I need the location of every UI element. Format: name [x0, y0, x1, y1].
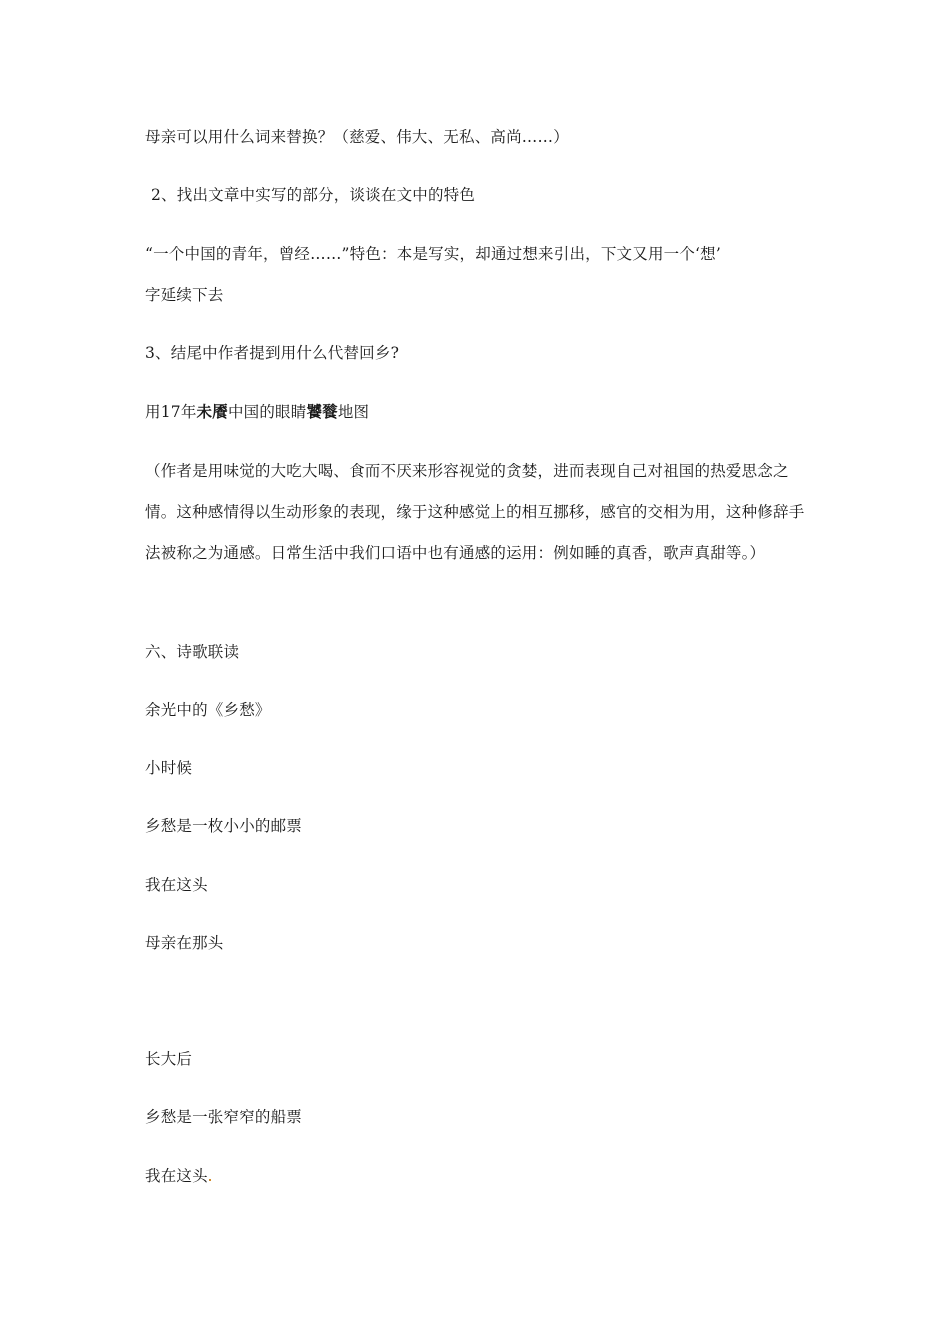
poem-stanza2-line2: 乡愁是一张窄窄的船票 [145, 1108, 303, 1126]
section-heading-poetry: 六、诗歌联读 [145, 643, 240, 661]
edit-mark [209, 1179, 211, 1181]
poem-stanza2-line1: 长大后 [145, 1050, 193, 1068]
answer-3-bold-weiyan: 未餍 [196, 402, 228, 421]
answer-3 [145, 402, 805, 422]
poem-stanza1-line2: 乡愁是一枚小小的邮票 [145, 817, 303, 835]
question-3: 3、结尾中作者提到用什么代替回乡? [145, 344, 400, 362]
answer-3-middle: 中国的眼睛 [227, 403, 307, 421]
answer-2-line-1: “一个中国的青年，曾经……”特色：本是写实，却通过想来引出，下文又用一个‘想’ [145, 245, 722, 263]
answer-3-suffix: 地图 [337, 403, 370, 421]
answer-2-line-2: 字延续下去 [145, 286, 224, 304]
poem-stanza1-line1: 小时候 [145, 759, 193, 777]
poem-stanza2-line3: 我在这头 [145, 1167, 208, 1185]
poem-stanza1-line4: 母亲在那头 [145, 934, 224, 952]
answer-3-bold-taotie: 饕餮 [306, 402, 338, 421]
poem-stanza2-line3-wrap [145, 1166, 805, 1186]
poem-title: 余光中的《乡愁》 [145, 701, 271, 719]
paragraph-synesthesia: （作者是用味觉的大吃大喝、食而不厌来形容视觉的贪婪，进而表现自己对祖国的热爱思念之情。这种感情得以生动形象的表现，缘于这种感觉上的相互挪移，感官的交相为用，这种修辞手法被称之为通感。日常生活中我们口语中也有通感的运用：例如睡的真香，歌声真甜等。） [145, 462, 805, 562]
paragraph-mother-synonyms: 母亲可以用什么词来替换？（慈爱、伟大、无私、高尚……） [145, 128, 569, 146]
answer-3-prefix: 用17年 [145, 403, 197, 421]
poem-stanza1-line3: 我在这头 [145, 876, 208, 894]
question-2: 2、找出文章中实写的部分，谈谈在文中的特色 [151, 186, 476, 204]
